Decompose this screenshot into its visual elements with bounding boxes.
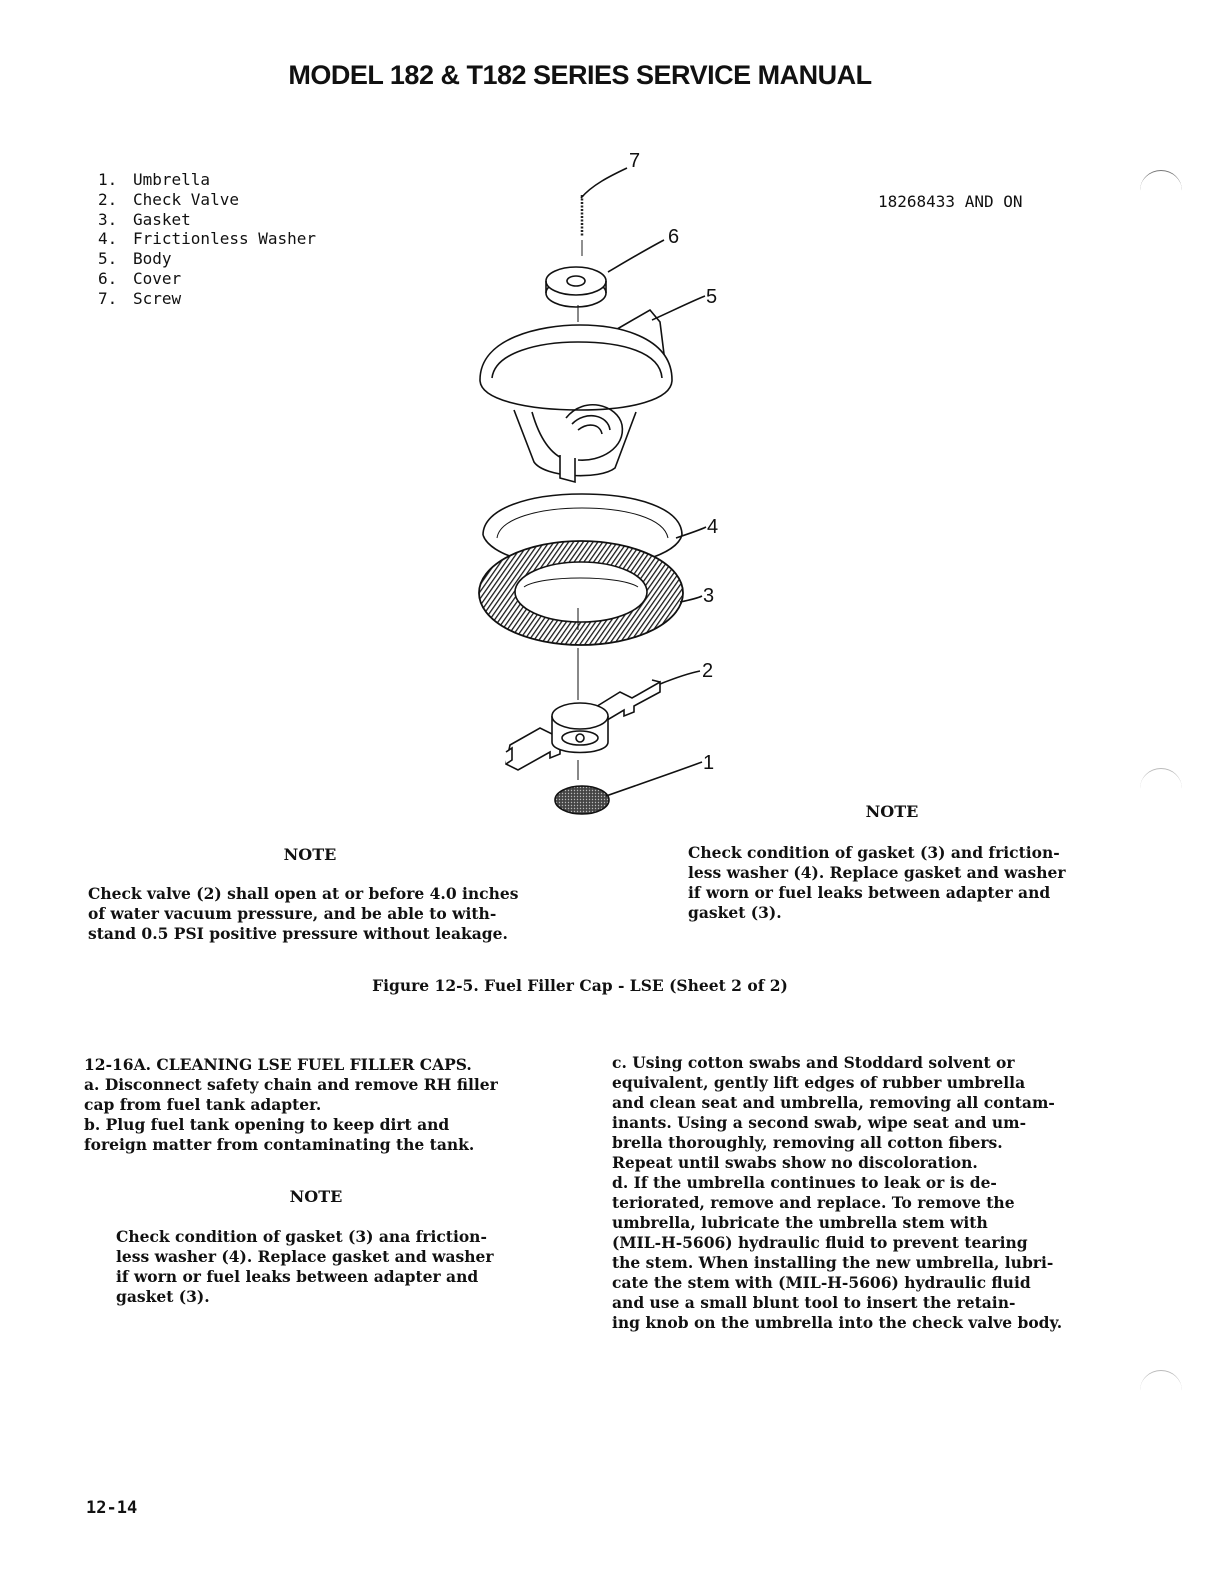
callout-4: 4 (707, 516, 719, 538)
binder-hole-mark (1140, 1370, 1182, 1411)
legend-label: Check Valve (133, 189, 239, 209)
paragraph-line: inants. Using a second swab, wipe seat and um- (612, 1113, 1026, 1132)
figure-note-right-body (688, 843, 1108, 923)
callout-1: 1 (703, 752, 715, 774)
note-line: less washer (4). Replace gasket and washer (116, 1247, 494, 1266)
note-line: if worn or fuel leaks between adapter and (688, 883, 1051, 902)
legend-label: Umbrella (133, 170, 211, 189)
note-line: stand 0.5 PSI positive pressure without leakage. (88, 924, 508, 943)
legend-label: Frictionless Washer (133, 229, 317, 249)
callout-5: 5 (706, 286, 718, 308)
paragraph-line: a. Disconnect safety chain and remove RH filler (84, 1075, 498, 1094)
paragraph-line: cap from fuel tank adapter. (84, 1095, 322, 1114)
figure-caption: Figure 12-5. Fuel Filler Cap - LSE (Sheet 2 of 2) (372, 976, 788, 995)
note-line: less washer (4). Replace gasket and washer (688, 863, 1066, 882)
body-part (480, 310, 672, 482)
callout-leader-lines (581, 168, 706, 796)
paragraph-line: teriorated, remove and replace. To remove the (612, 1193, 1015, 1212)
paragraph-line: Repeat until swabs show no discoloration. (612, 1153, 978, 1172)
callout-7: 7 (629, 150, 641, 172)
page-number: 12-14 (86, 1498, 138, 1518)
paragraph-line: b. Plug fuel tank opening to keep dirt and (84, 1115, 450, 1134)
legend-item (98, 289, 316, 309)
paragraph-line: d. If the umbrella continues to leak or is de- (612, 1173, 997, 1192)
legend-item (98, 170, 316, 190)
legend-number: 4. (98, 229, 118, 249)
page-header-title: MODEL 182 & T182 SERIES SERVICE MANUAL (288, 60, 872, 90)
paragraph-line: and use a small blunt tool to insert the retain- (612, 1293, 1016, 1312)
paragraph-line: cate the stem with (MIL-H-5606) hydraulic fluid (612, 1273, 1031, 1292)
callout-6: 6 (668, 226, 680, 248)
paragraph-line: ing knob on the umbrella into the check valve body. (612, 1313, 1063, 1332)
legend-number: 1. (98, 170, 118, 189)
gasket-part (479, 541, 683, 700)
legend-item (98, 210, 316, 230)
legend-label: Body (133, 249, 172, 269)
legend-number: 2. (98, 189, 118, 209)
note-line: Check valve (2) shall open at or before 4.0 inches (88, 884, 519, 903)
binder-hole-mark (1140, 170, 1182, 211)
paragraph-line: the stem. When installing the new umbrella, lubri- (612, 1253, 1054, 1272)
note-line: gasket (3). (116, 1287, 210, 1306)
paragraph-line: (MIL-H-5606) hydraulic fluid to prevent tearing (612, 1233, 1028, 1252)
legend-number: 7. (98, 288, 118, 308)
note-line: of water vacuum pressure, and be able to with- (88, 904, 497, 923)
legend-number: 5. (98, 249, 118, 269)
umbrella-part (555, 786, 609, 814)
fuel-filler-cap-exploded-diagram (440, 140, 760, 830)
paragraph-line: c. Using cotton swabs and Stoddard solvent or (612, 1053, 1015, 1072)
section-left-column (84, 1055, 554, 1155)
note-line: Check condition of gasket (3) and friction- (688, 843, 1060, 862)
legend-number: 3. (98, 209, 118, 229)
note-line: Check condition of gasket (3) ana friction- (116, 1227, 487, 1246)
serial-effectivity: 18268433 AND ON (878, 192, 1023, 211)
legend-item (98, 269, 316, 289)
callout-2: 2 (702, 660, 714, 682)
legend-label: Gasket (133, 209, 191, 229)
figure-note-right-title: NOTE (865, 802, 919, 821)
legend-item (98, 229, 316, 249)
note-line: gasket (3). (688, 903, 782, 922)
figure-note-left-body (88, 884, 558, 944)
section-note-title: NOTE (289, 1187, 343, 1206)
paragraph-line: equivalent, gently lift edges of rubber umbrella (612, 1073, 1026, 1092)
paragraph-line: brella thoroughly, removing all cotton fibers. (612, 1133, 1003, 1152)
note-line: if worn or fuel leaks between adapter and (116, 1267, 479, 1286)
section-note-body (116, 1227, 536, 1307)
legend-item (98, 249, 316, 269)
section-heading: 12-16A. CLEANING LSE FUEL FILLER CAPS. (84, 1055, 472, 1074)
section-right-column (612, 1053, 1112, 1333)
paragraph-line: umbrella, lubricate the umbrella stem with (612, 1213, 988, 1232)
legend-label: Cover (133, 268, 182, 288)
cover-part (546, 267, 606, 322)
legend-item (98, 190, 316, 210)
parts-legend (98, 170, 316, 309)
legend-number: 6. (98, 268, 118, 288)
binder-hole-mark (1140, 768, 1182, 809)
check-valve-part (506, 680, 660, 780)
callout-3: 3 (703, 585, 715, 607)
legend-label: Screw (133, 288, 182, 308)
figure-note-left-title: NOTE (283, 845, 337, 864)
paragraph-line: foreign matter from contaminating the tank. (84, 1135, 475, 1154)
paragraph-line: and clean seat and umbrella, removing all contam- (612, 1093, 1055, 1112)
